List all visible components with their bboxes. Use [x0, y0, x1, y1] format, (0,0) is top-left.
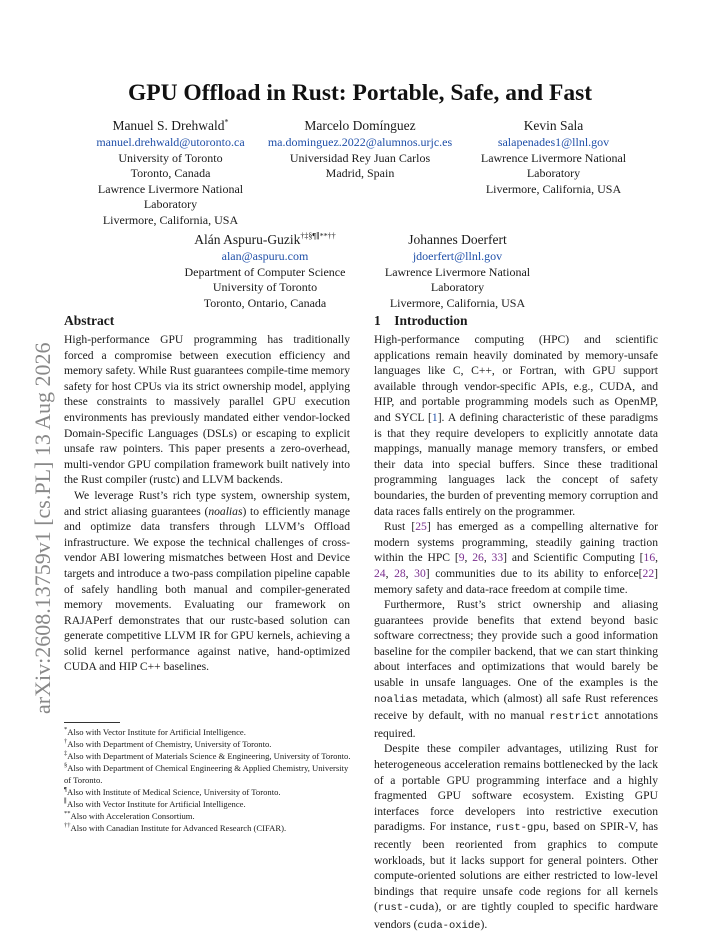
affiliation-line: Department of Computer Science — [184, 264, 346, 279]
author-email[interactable]: manuel.drehwald@utoronto.ca — [96, 135, 245, 149]
footnote: ∥Also with Vector Institute for Artificial Intelligence. — [64, 798, 246, 809]
footnote: ¶Also with Institute of Medical Science, University of Toronto. — [64, 786, 281, 797]
citation-link[interactable]: 30 — [414, 566, 426, 580]
author-block — [260, 117, 460, 182]
affiliation-line: Lawrence Livermore National — [384, 264, 531, 279]
footnote: †Also with Department of Chemistry, University of Toronto. — [64, 738, 272, 749]
author-block — [466, 117, 641, 197]
affiliation-line: Livermore, California, USA — [102, 212, 239, 227]
code-noalias: noalias — [374, 693, 419, 706]
code-restrict: restrict — [549, 711, 600, 724]
affiliation-line: Lawrence Livermore National — [97, 181, 244, 196]
intro-paragraph: Rust [25] has emerged as a compelling alternative for modern systems programming, steadily gaining traction within the HPC [9, 26, 33] and Scientific Computing [16, 24, 28, 30] communities due to its ability to enforce[22] memory safety and data-race freedom at compile time. — [374, 520, 659, 596]
footnote: ‡Also with Department of Materials Science & Engineering, University of Toronto. — [64, 750, 351, 761]
footnote: §Also with Department of Chemical Engineering & Applied Chemistry, University of Toronto. — [64, 762, 349, 785]
section-heading — [374, 312, 658, 329]
author-name: Kevin Sala — [523, 118, 584, 133]
author-marks: †‡§¶∥**†† — [300, 231, 336, 241]
footnote-divider — [64, 722, 120, 723]
author-name: Marcelo Domínguez — [304, 118, 416, 133]
citation-link[interactable]: 9 — [458, 551, 465, 565]
affiliation-line: Universidad Rey Juan Carlos — [289, 150, 431, 165]
affiliation-line: Madrid, Spain — [325, 166, 395, 180]
footnotes — [64, 722, 354, 834]
author-marks: * — [224, 117, 229, 127]
footnote: *Also with Vector Institute for Artificial Intelligence. — [64, 726, 246, 737]
citation-link[interactable]: 26 — [472, 551, 484, 565]
code-rust-gpu: rust-gpu — [495, 822, 546, 835]
affiliation-line: Toronto, Canada — [130, 166, 211, 180]
arxiv-stamp-text: arXiv:2608.13759v1 [cs.PL] 13 Aug 2026 — [30, 342, 55, 714]
affiliation-line: Lawrence Livermore National — [480, 150, 627, 165]
citation-link[interactable]: 24 — [374, 566, 386, 580]
footnote: ††Also with Canadian Institute for Advanced Research (CIFAR). — [64, 822, 287, 833]
section-number: 1 — [374, 313, 381, 328]
author-name: Alán Aspuru-Guzik — [194, 232, 301, 247]
intro-paragraph: High-performance computing (HPC) and scientific applications remain heavily dominated by memory-unsafe languages like C, C++, or Fortran, with GPU support available through vendor-specific APIs, e.g., CUDA, and HIP, and portable programming models such as OpenMP, and SYCL [1]. A defining characteristic of these paradigms is that they require developers to explicitly annotate data mappings, manually manage memory transfers, or embed their data into special buffers. Since these traditional programming languages lack the concept of safety boundaries, the burden of preventing memory corruption and data races falls entirely on the programmer. — [374, 333, 658, 518]
author-name: Manuel S. Drehwald — [112, 118, 225, 133]
affiliation-line: University of Toronto — [118, 150, 223, 165]
abstract-section — [64, 312, 350, 675]
citation-link[interactable]: 25 — [415, 520, 427, 534]
affiliation-line: Laboratory — [430, 280, 485, 294]
citation-link[interactable]: 33 — [491, 551, 504, 565]
author-email[interactable]: jdoerfert@llnl.gov — [412, 249, 503, 263]
affiliation-line: Laboratory — [143, 197, 198, 211]
intro-paragraph: Despite these compiler advantages, utilizing Rust for heterogeneous acceleration remains bottlenecked by the lack of a portable GPU programming interface and a highly fragmented GPU software ecosystem. Existing GPU interfaces force developers into restrictive execution paradigms. For instance, rust-gpu, based on SPIR-V, has recently been reoriented from graphics to compute workloads, but it lacks support for general pointers. Other compute-oriented solutions are either restricted to low-level bindings that require unsafe code regions for all kernels (rust-cuda), or are tightly coupled to specific hardware vendors (cuda-oxide). — [374, 742, 658, 932]
noalias-italic: noalias — [208, 504, 243, 518]
author-email[interactable]: salapenades1@llnl.gov — [497, 135, 610, 149]
author-block — [78, 117, 263, 228]
abstract-paragraph: High-performance GPU programming has traditionally forced a compromise between execution efficiency and memory safety. While Rust guarantees compile-time memory safety for host CPUs via its strict ownership model, applying these constraints to massively parallel GPU execution environments has previously mandated either vendor-locked Domain-Specific Languages (DSLs) or escaping to explicit unsafe raw pointers. This paper presents a zero-overhead, multi-vendor GPU compilation framework built natively into the Rust compiler (rustc) and LLVM backends. — [64, 333, 350, 487]
author-block — [370, 231, 545, 311]
citation-link[interactable]: 1 — [431, 410, 438, 424]
introduction-section — [374, 312, 658, 935]
author-name: Johannes Doerfert — [408, 232, 507, 247]
author-email[interactable]: alan@aspuru.com — [221, 249, 309, 263]
affiliation-line: Livermore, California, USA — [485, 181, 622, 196]
affiliation-line: University of Toronto — [212, 280, 318, 294]
author-email[interactable]: ma.dominguez.2022@alumnos.urjc.es — [267, 135, 453, 149]
section-title: Introduction — [394, 313, 468, 328]
citation-link[interactable]: 16 — [643, 551, 656, 565]
author-block — [165, 231, 365, 311]
abstract-paragraph: We leverage Rust’s rich type system, ownership system, and strict aliasing guarantees (noalias) to efficiently manage and optimize data transfers through LLVM’s Offload infrastructure. We expose the technical challenges of cross-vendor ABI lowering mismatches between Host and Device targets and introduce a two-pass compilation pipeline capable of safely handling both manual and compiler-generated memory movements. Evaluating our framework on RAJAPerf demonstrates that our rustc-based solution can generate competitive LLVM IR for GPU kernels, achieving a solid kernel performance against native, hand-optimized CUDA and HIP C++ baselines. — [64, 488, 350, 674]
affiliation-line: Toronto, Ontario, Canada — [203, 295, 327, 310]
intro-paragraph: Furthermore, Rust’s strict ownership and aliasing guarantees provide benefits that extend beyond basic software correctness; they provide such a good information baseline for the compiler backend, that we can start thinking about interfaces and optimizations that would barely be usable in unsafe languages. One of the examples is the noalias metadata, which (almost) all safe Rust references receive by default, with no manual restrict annotations required. — [374, 598, 658, 740]
affiliation-line: Laboratory — [526, 166, 581, 180]
abstract-heading: Abstract — [64, 313, 115, 328]
code-cuda-oxide: cuda-oxide — [417, 919, 481, 932]
citation-link[interactable]: 22 — [642, 566, 655, 580]
arxiv-stamp — [22, 334, 58, 714]
footnote: **Also with Acceleration Consortium. — [64, 810, 195, 821]
affiliation-line: Livermore, California, USA — [389, 295, 526, 310]
paper-title: GPU Offload in Rust: Portable, Safe, and Fast — [127, 80, 593, 106]
code-rust-cuda: rust-cuda — [377, 902, 435, 915]
citation-link[interactable]: 28 — [394, 566, 406, 580]
